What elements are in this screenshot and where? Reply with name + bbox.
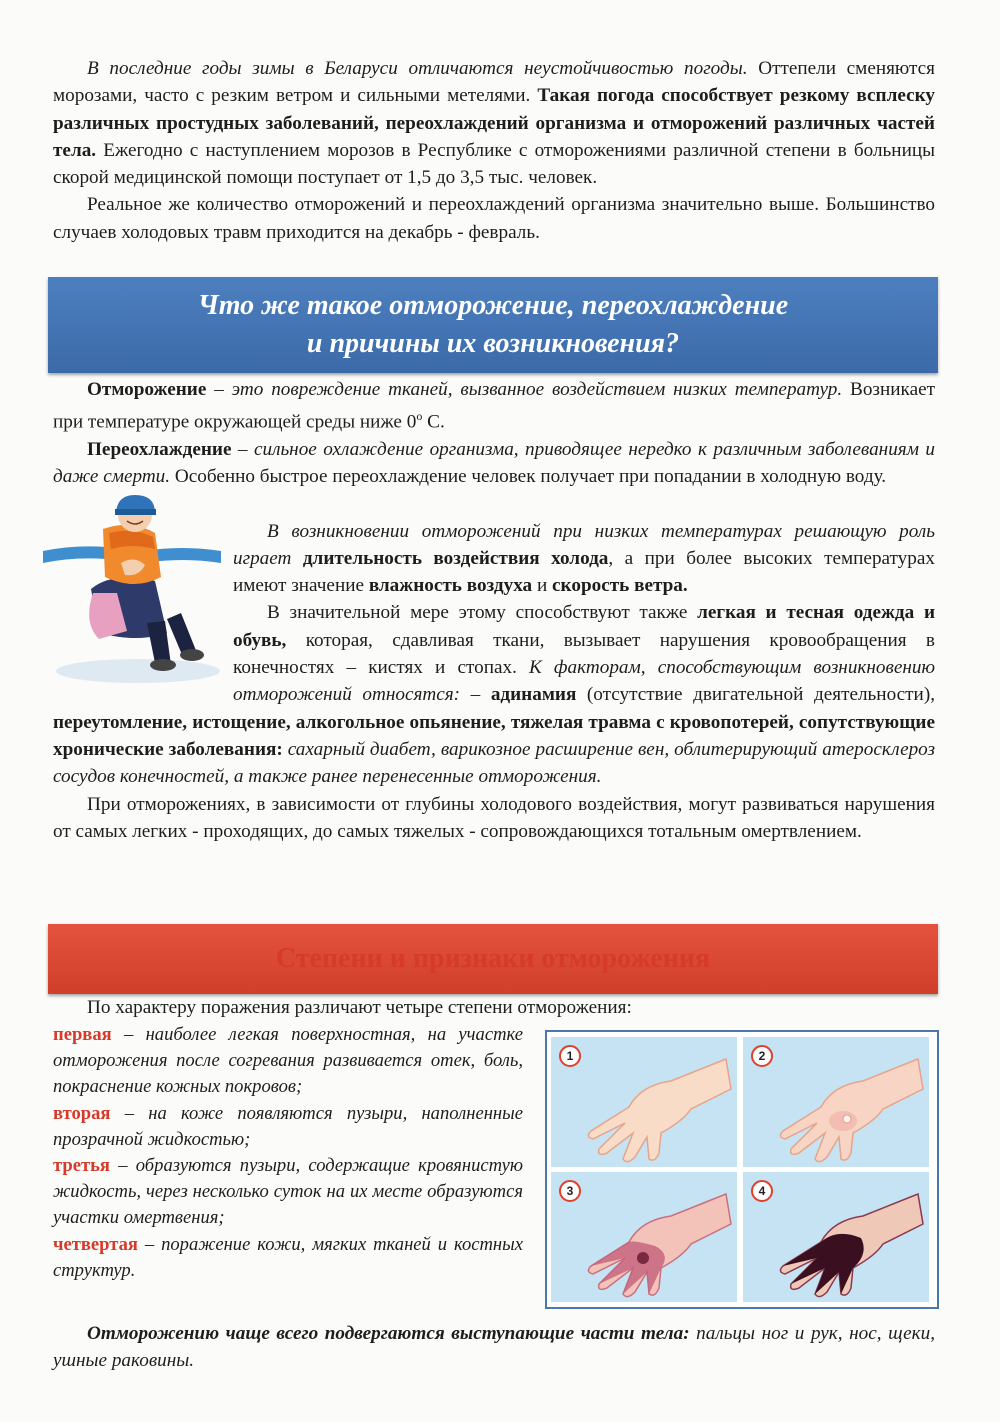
hand-panel-2 xyxy=(743,1037,929,1167)
risk-factors-paragraph: В значительной мере этому способствуют также легкая и тесная одежда и обувь, которая, сдавливая ткани, вызывает нарушения кровообращения в конечностях – кистях и стопах. К факторам, способствующим возникновению отморожений относятся: – адинамия (отсутствие двигательной деятельности), переутомление, истощение, алкогольное опьянение, тяжелая травма с кровопотерей, сопутствующие хронические заболевания: сахарный диабет, варикозное расширение вен, облитерирующий атеросклероз сосудов конечностей, а также ранее перенесенные отморожения. xyxy=(53,602,936,788)
cold-role-paragraph: В возникновении отморожений при низких температурах решающую роль играет длительность воздействия холода, а при более высоких температурах имеют значение влажность воздуха и скорость ветра. xyxy=(233,520,935,597)
panel-number: 2 xyxy=(751,1045,773,1067)
definition-banner xyxy=(48,277,938,373)
hand-panel-1 xyxy=(551,1037,737,1167)
banner-line-2: и причины их возникновения? xyxy=(306,328,680,359)
degree-item-3: третья – образуются пузыри, содержащие кровянистую жидкость, через несколько суток на их месте образуются участки омертвения; xyxy=(53,1155,523,1229)
degrees-banner xyxy=(48,924,938,994)
degrees-banner-title: Степени и признаки отморожения xyxy=(275,943,711,974)
freezing-boy-illustration xyxy=(43,493,221,683)
frostbite-degrees-figure xyxy=(545,1030,939,1309)
hand-panel-4 xyxy=(743,1172,929,1302)
intro-section xyxy=(53,55,935,246)
exposed-body-parts-note: Отморожению чаще всего подвергаются выступающие части тела: пальцы ног и рук, нос, щеки, ушные раковины. xyxy=(53,1323,935,1372)
panel-number: 1 xyxy=(559,1045,581,1067)
hand-panel-3 xyxy=(551,1172,737,1302)
degree-item-4: четвертая – поражение кожи, мягких тканей и костных структур. xyxy=(53,1233,523,1281)
hypothermia-definition: Переохлаждение – сильное охлаждение организма, приводящее нередко к различным заболеваниям и даже смерти. Особенно быстрое переохлаждение человек получает при попадании в холодную воду. xyxy=(53,438,935,488)
degrees-list xyxy=(53,1022,523,1284)
intro-paragraph-1: В последние годы зимы в Беларуси отличаются неустойчивостью погоды. Оттепели сменяются морозами, часто с резким ветром и сильными метелями. Такая погода способствует резкому всплеску различных простудных заболеваний, переохлаждений организма и отморожений различных частей тела. Ежегодно с наступлением морозов в Республике с отморожениями различной степени в больницы скорой медицинской помощи поступает от 1,5 до 3,5 тыс. человек. xyxy=(53,58,935,189)
definitions-section xyxy=(53,376,935,845)
severity-paragraph: При отморожениях, в зависимости от глубины холодового воздействия, могут развиваться нарушения от самых легких - проходящих, до самых тяжелых - сопровождающихся тотальным омертвлением. xyxy=(53,793,935,842)
panel-number: 4 xyxy=(751,1180,773,1202)
panel-number: 3 xyxy=(559,1180,581,1202)
frostbite-definition: Отморожение – это повреждение тканей, вызванное воздействием низких температур. Возникает при температуре окружающей среды ниже 0$^o$ С. xyxy=(53,379,935,433)
intro-paragraph-2: Реальное же количество отморожений и переохлаждений организма значительно выше. Большинство случаев холодовых травм приходится на декабрь - февраль. xyxy=(53,194,935,243)
degree-item-1: первая – наиболее легкая поверхностная, на участке отморожения после согревания развивается отек, боль, покраснение кожных покровов; xyxy=(53,1024,523,1098)
degrees-intro: По характеру поражения различают четыре степени отморожения: xyxy=(87,997,632,1018)
degree-item-2: вторая – на коже появляются пузыри, наполненные прозрачной жидкостью; xyxy=(53,1102,523,1150)
banner-line-1: Что же такое отморожение, переохлаждение xyxy=(197,290,789,321)
